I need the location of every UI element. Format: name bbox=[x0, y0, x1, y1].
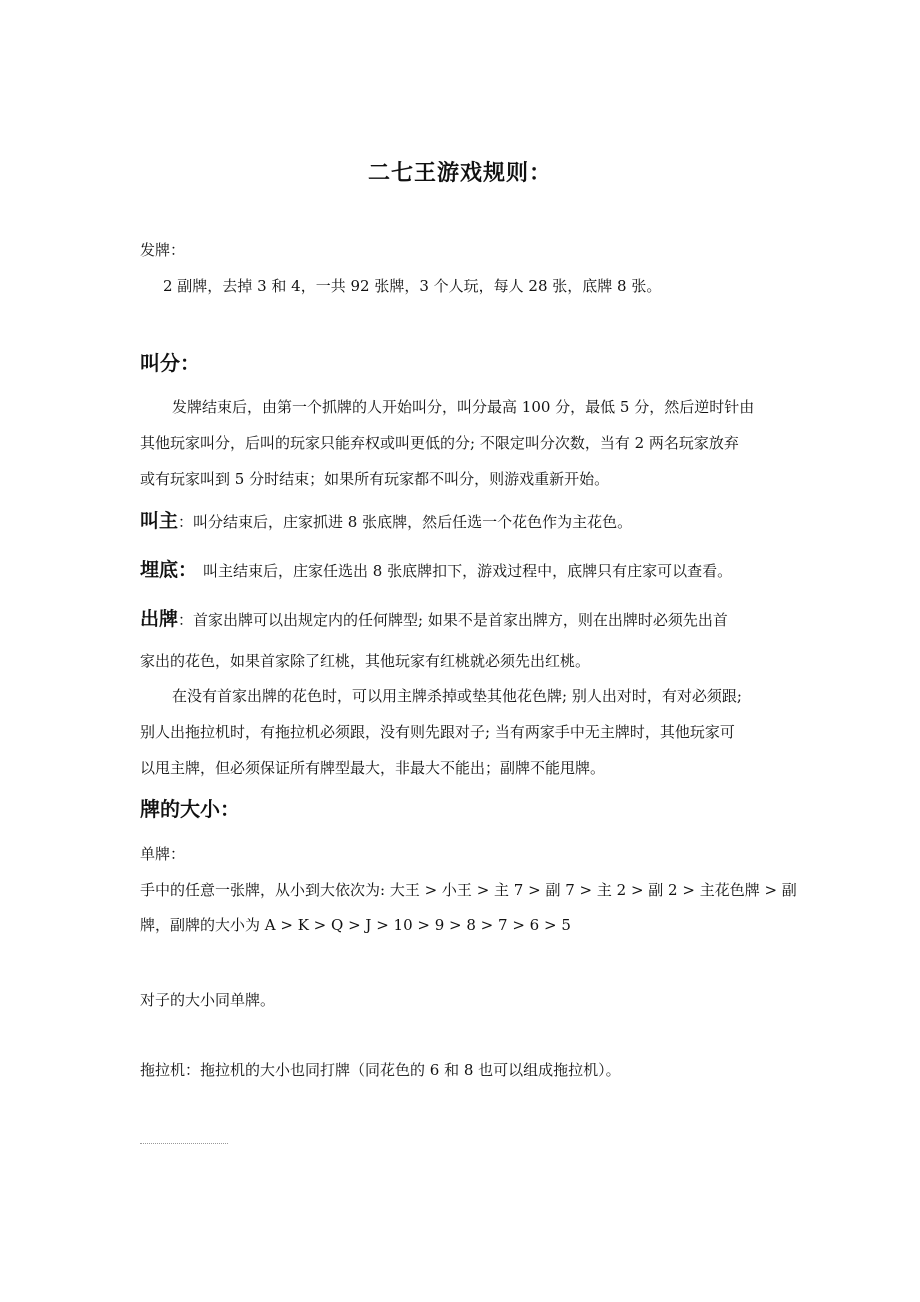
bury-heading: 埋底： bbox=[140, 559, 198, 581]
play-heading: 出牌 bbox=[140, 608, 179, 630]
trump-text: ：叫分结束后，庄家抓进 8 张底牌，然后任选一个花色作为主花色。 bbox=[178, 513, 633, 531]
play-line-3: 在没有首家出牌的花色时，可以用主牌杀掉或垫其他花色牌; 别人出对时，有对必须跟; bbox=[172, 687, 742, 705]
trump-paragraph bbox=[140, 511, 632, 532]
page-title: 二七王游戏规则： bbox=[367, 160, 552, 186]
play-line-5: 以甩主牌，但必须保证所有牌型最大，非最大不能出；副牌不能甩牌。 bbox=[140, 759, 606, 777]
deal-heading: 发牌： bbox=[140, 241, 186, 259]
deal-text: 2 副牌，去掉 3 和 4，一共 92 张牌，3 个人玩，每人 28 张，底牌 8 张。 bbox=[163, 277, 662, 295]
single-heading: 单牌： bbox=[140, 845, 186, 863]
play-line-1: ：首家出牌可以出规定内的任何牌型; 如果不是首家出牌方，则在出牌时必须先出首 bbox=[178, 611, 728, 629]
trump-heading: 叫主 bbox=[140, 510, 179, 532]
rank-heading: 牌的大小： bbox=[140, 797, 240, 821]
bury-paragraph bbox=[140, 560, 732, 581]
footnote-divider bbox=[140, 1143, 228, 1144]
bidding-line-2: 其他玩家叫分，后叫的玩家只能弃权或叫更低的分; 不限定叫分次数，当有 2 两名玩家放弃 bbox=[140, 434, 739, 452]
play-paragraph bbox=[140, 609, 728, 630]
tractor-text: 拖拉机：拖拉机的大小也同打牌（同花色的 6 和 8 也可以组成拖拉机）。 bbox=[140, 1061, 621, 1079]
play-line-2: 家出的花色，如果首家除了红桃，其他玩家有红桃就必须先出红桃。 bbox=[140, 652, 591, 670]
bidding-line-1: 发牌结束后，由第一个抓牌的人开始叫分，叫分最高 100 分，最低 5 分，然后逆时针由 bbox=[172, 398, 755, 416]
single-line-2: 牌，副牌的大小为 A > K > Q > J > 10 > 9 > 8 > 7 > 6 > 5 bbox=[140, 916, 571, 934]
bidding-line-3: 或有玩家叫到 5 分时结束；如果所有玩家都不叫分，则游戏重新开始。 bbox=[140, 470, 610, 488]
pair-text: 对子的大小同单牌。 bbox=[140, 991, 276, 1009]
play-line-4: 别人出拖拉机时，有拖拉机必须跟，没有则先跟对子; 当有两家手中无主牌时，其他玩家可 bbox=[140, 723, 735, 741]
bury-text: 叫主结束后，庄家任选出 8 张底牌扣下，游戏过程中，底牌只有庄家可以查看。 bbox=[203, 562, 733, 580]
single-line-1: 手中的任意一张牌，从小到大依次为: 大王 > 小王 > 主 7 > 副 7 > 主 2 > 副 2 > 主花色牌 > 副 bbox=[140, 881, 797, 899]
bidding-heading: 叫分： bbox=[140, 351, 200, 375]
